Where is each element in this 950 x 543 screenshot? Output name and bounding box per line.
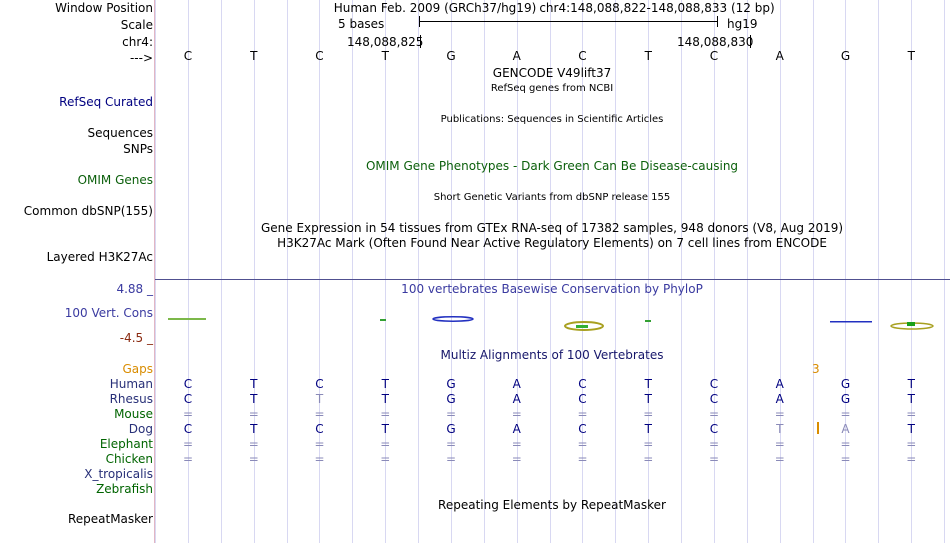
alignment-base: C (183, 422, 193, 436)
gtex-track-title[interactable]: Gene Expression in 54 tissues from GTEx RNA-seq of 17382 samples, 948 donors (V8, Aug 2019) (260, 221, 844, 235)
alignment-base: A (775, 392, 784, 406)
base-letter: T (644, 49, 652, 63)
alignment-base: = (774, 437, 785, 451)
omim-track-label[interactable]: OMIM Genes (77, 173, 153, 187)
alignment-base: C (709, 392, 719, 406)
grid-line (813, 0, 814, 543)
alignment-base: A (512, 377, 521, 391)
grid-line (681, 0, 682, 543)
alignment-base: = (314, 407, 325, 421)
coordinate-2-tick (750, 35, 751, 48)
alignment-base: = (314, 452, 325, 466)
assembly-short: hg19 (727, 17, 758, 31)
base-letter: A (775, 49, 784, 63)
alignment-base: = (248, 437, 259, 451)
h3k27ac-track-title[interactable]: H3K27Ac Mark (Often Found Near Active Regulatory Elements) on 7 cell lines from ENCODE (277, 236, 827, 250)
alignment-base: = (182, 407, 194, 421)
scale-bar-left-tick (419, 16, 420, 27)
alignment-base: = (445, 407, 457, 421)
alignment-base: = (906, 452, 917, 466)
multiz-track-title[interactable]: Multiz Alignments of 100 Vertebrates (440, 348, 664, 362)
phylop-conservation-plot (155, 305, 950, 335)
h3k27ac-track-label[interactable]: Layered H3K27Ac (46, 250, 153, 264)
alignment-base: = (380, 407, 391, 421)
window-position-label: Window Position (55, 1, 153, 15)
alignment-base: G (840, 377, 851, 391)
species-zebrafish-label[interactable]: Zebrafish (96, 482, 153, 496)
grid-line (221, 0, 222, 543)
omim-track-title[interactable]: OMIM Gene Phenotypes - Dark Green Can Be Disease-causing (365, 159, 739, 173)
cons-track-label[interactable]: 100 Vert. Cons (64, 306, 153, 320)
alignment-base: C (315, 422, 324, 436)
chrom-label: chr4: (122, 35, 153, 49)
base-letter: T (381, 49, 389, 63)
alignment-base: = (248, 407, 259, 421)
alignment-base: = (511, 437, 522, 451)
alignment-base: = (511, 452, 522, 466)
species-elephant-label[interactable]: Elephant (99, 437, 153, 451)
cons-mark (433, 317, 473, 321)
cons-mark (168, 318, 206, 320)
alignment-base: C (578, 422, 587, 436)
alignment-base: = (511, 407, 522, 421)
coordinate-1-tick (420, 35, 421, 48)
alignment-base: A (775, 377, 784, 391)
coordinate-1: 148,088,825 (347, 35, 424, 49)
alignment-base: C (709, 422, 719, 436)
alignment-base: A (841, 422, 850, 436)
base-letter: G (840, 49, 851, 63)
phylop-track-title[interactable]: 100 vertebrates Basewise Conservation by PhyloP (401, 282, 703, 296)
publications-track-title[interactable]: Publications: Sequences in Scientific Articles (440, 114, 664, 125)
alignment-base: = (445, 437, 457, 451)
gap-count: 3 (812, 362, 820, 376)
species-dog-label[interactable]: Dog (128, 422, 153, 436)
gap-insertion-marker (817, 422, 819, 434)
base-letter: G (446, 49, 456, 63)
alignment-base: = (906, 437, 917, 451)
cons-mark (830, 321, 872, 323)
alignment-base: = (577, 437, 588, 451)
base-letter: A (512, 49, 521, 63)
alignment-base: T (907, 392, 915, 406)
alignment-base: C (578, 377, 587, 391)
grid-line (944, 0, 945, 543)
base-letter: C (183, 49, 193, 63)
alignment-base: G (840, 392, 851, 406)
gaps-label[interactable]: Gaps (122, 362, 153, 376)
cons-mark (645, 320, 651, 322)
alignment-base: C (183, 392, 193, 406)
grid-line (352, 0, 353, 543)
grid-line (287, 0, 288, 543)
alignment-base: A (512, 422, 521, 436)
grid-line (878, 0, 879, 543)
alignment-base: = (840, 437, 851, 451)
species-rhesus-label[interactable]: Rhesus (109, 392, 153, 406)
alignment-base: = (643, 407, 654, 421)
alignment-base: = (643, 452, 654, 466)
cons-min-label: -4.5 _ (119, 331, 153, 345)
alignment-base: A (512, 392, 521, 406)
base-letter: T (250, 49, 258, 63)
dbsnp-track-label[interactable]: Common dbSNP(155) (23, 204, 153, 218)
position-range: chr4:148,088,822-148,088,833 (12 bp) (539, 1, 775, 15)
alignment-base: T (315, 392, 324, 406)
species-human-label[interactable]: Human (109, 377, 153, 391)
repeatmasker-track-label[interactable]: RepeatMasker (67, 512, 153, 526)
alignment-base: = (840, 407, 851, 421)
species-chicken-label[interactable]: Chicken (105, 452, 153, 466)
alignment-base: T (381, 422, 389, 436)
grid-line (155, 0, 156, 543)
scale-bar-right-tick (717, 16, 718, 27)
alignment-base: = (643, 437, 654, 451)
sequences-track-label[interactable]: Sequences (87, 126, 153, 140)
alignment-base: = (774, 407, 785, 421)
base-letter: T (907, 49, 915, 63)
refseq-track-title[interactable]: RefSeq genes from NCBI (490, 83, 614, 94)
strand-arrow-label[interactable]: ---> (129, 51, 153, 65)
scale-label: Scale (120, 18, 153, 32)
coordinate-2: 148,088,830 (677, 35, 754, 49)
alignment-base: = (577, 452, 588, 466)
alignment-base: T (644, 392, 652, 406)
alignment-base: = (906, 407, 917, 421)
grid-line (484, 0, 485, 543)
alignment-base: = (577, 407, 588, 421)
track-divider (155, 279, 950, 280)
species-xtrop-label[interactable]: X_tropicalis (84, 467, 153, 481)
scale-bar (419, 21, 718, 22)
alignment-base: T (776, 422, 784, 436)
assembly-title: Human Feb. 2009 (GRCh37/hg19) (333, 1, 537, 15)
cons-mark (380, 319, 386, 321)
label-column-border (154, 0, 155, 543)
alignment-base: T (381, 377, 389, 391)
cons-mark (907, 322, 915, 326)
alignment-base: = (380, 437, 391, 451)
alignment-base: = (445, 452, 457, 466)
gencode-track-title[interactable]: GENCODE V49lift37 (492, 66, 612, 80)
alignment-base: T (250, 422, 258, 436)
snps-track-label[interactable]: SNPs (123, 142, 153, 156)
alignment-base: T (644, 422, 652, 436)
cons-mark (576, 325, 588, 328)
alignment-base: G (446, 422, 456, 436)
alignment-base: G (446, 377, 456, 391)
alignment-base: = (182, 452, 194, 466)
alignment-base: = (314, 437, 325, 451)
alignment-base: C (578, 392, 587, 406)
alignment-base: = (708, 407, 720, 421)
species-mouse-label[interactable]: Mouse (114, 407, 153, 421)
alignment-base: = (840, 452, 851, 466)
alignment-base: T (907, 377, 915, 391)
alignment-base: T (907, 422, 915, 436)
alignment-base: = (380, 452, 391, 466)
alignment-base: C (315, 377, 324, 391)
grid-line (747, 0, 748, 543)
dbsnp-track-title[interactable]: Short Genetic Variants from dbSNP release 155 (433, 192, 671, 203)
alignment-base: T (381, 392, 389, 406)
alignment-base: = (708, 437, 720, 451)
scale-bar-label: 5 bases (338, 17, 385, 31)
grid-line (418, 0, 419, 543)
repeatmasker-track-title[interactable]: Repeating Elements by RepeatMasker (438, 498, 666, 512)
alignment-base: = (248, 452, 259, 466)
alignment-base: T (250, 377, 258, 391)
refseq-track-label[interactable]: RefSeq Curated (59, 95, 153, 109)
base-letter: C (578, 49, 587, 63)
alignment-base: C (183, 377, 193, 391)
alignment-base: = (774, 452, 785, 466)
alignment-base: T (644, 377, 652, 391)
alignment-base: C (709, 377, 719, 391)
cons-max-label: 4.88 _ (116, 282, 153, 296)
alignment-base: = (182, 437, 194, 451)
alignment-base: = (708, 452, 720, 466)
alignment-base: T (250, 392, 258, 406)
base-letter: C (315, 49, 324, 63)
alignment-base: G (446, 392, 456, 406)
base-letter: C (709, 49, 719, 63)
grid-line (615, 0, 616, 543)
